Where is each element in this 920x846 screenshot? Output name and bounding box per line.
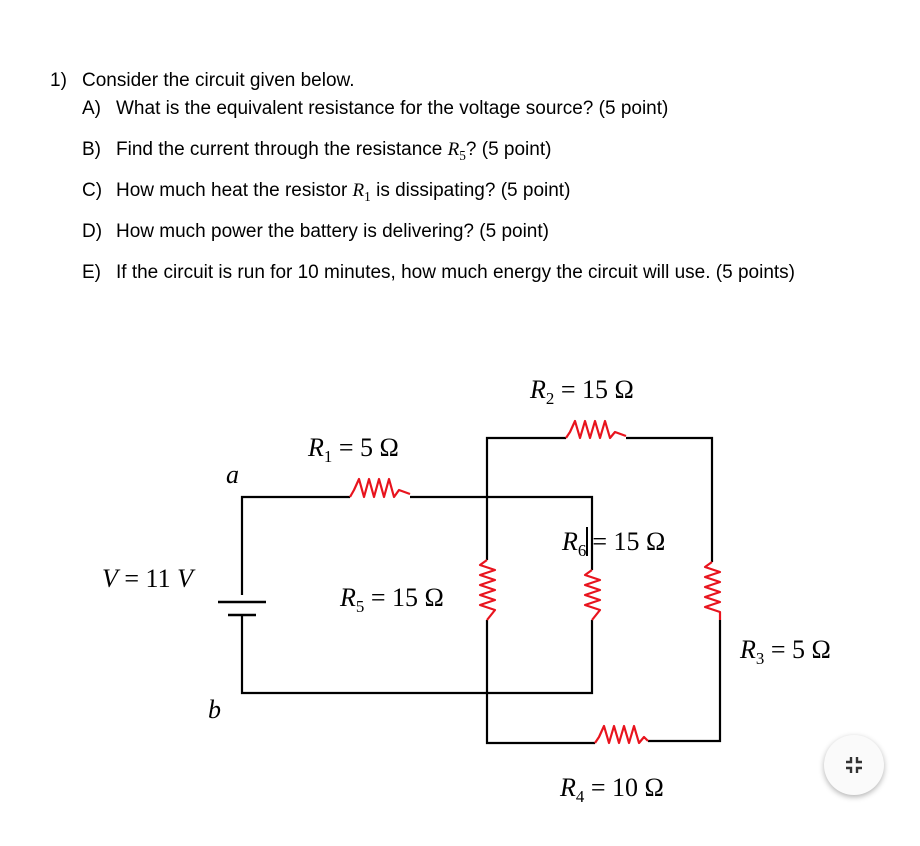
collapse-button[interactable] [824, 735, 884, 795]
part-text: How much power the battery is delivering? (5 point) [116, 221, 549, 242]
wire-top-left [242, 497, 350, 595]
symbol-subscript: 1 [364, 188, 371, 204]
wires [218, 438, 720, 743]
symbol-subscript: 5 [459, 147, 466, 163]
part-text-before: How much heat the resistor [116, 180, 353, 201]
part-letter: A) [82, 98, 101, 119]
node-a-label: a [226, 460, 239, 489]
part-letter: E) [82, 262, 101, 283]
part-text-after: ? (5 point) [465, 139, 552, 160]
collapse-icon [843, 754, 865, 776]
resistor-r5 [480, 560, 495, 620]
resistor-r2 [566, 421, 626, 438]
wire-r5-bottom [487, 620, 595, 743]
wire-r3-bottom [648, 620, 720, 741]
r6-label: $R_6 = 15$ Ω [562, 527, 666, 561]
part-text-before: Find the current through the resistance [116, 139, 448, 160]
symbol-r: R [352, 180, 365, 201]
r1-label: $R_1 = 5$ Ω [308, 433, 399, 467]
resistors [350, 421, 720, 743]
wire-left-bottom [242, 616, 592, 693]
question-number: 1) [50, 70, 67, 91]
question-intro: Consider the circuit given below. [82, 70, 355, 91]
part-text-after: is dissipating? (5 point) [370, 180, 571, 201]
part-text: If the circuit is run for 10 minutes, how much energy the circuit will use. (5 points) [116, 262, 795, 283]
source-label: V = 11 V [102, 564, 193, 593]
symbol-r: R [447, 139, 460, 160]
node-b-label: b [208, 695, 221, 724]
resistor-r4 [595, 726, 648, 743]
wire-r5-top [487, 438, 566, 560]
r3-label: $R_3 = 5$ Ω [740, 635, 831, 669]
part-letter: B) [82, 139, 101, 160]
resistor-r6 [585, 570, 600, 620]
part-text: What is the equivalent resistance for the voltage source? (5 point) [116, 98, 669, 119]
resistor-r3 [705, 562, 720, 620]
r4-label: $R_4 = 10$ Ω [560, 773, 664, 807]
resistor-r1 [350, 479, 410, 497]
part-letter: C) [82, 180, 103, 201]
r2-label: $R_2 = 15$ Ω [530, 375, 634, 409]
r5-label: $R_5 = 15$ Ω [340, 583, 444, 617]
part-letter: D) [82, 221, 103, 242]
